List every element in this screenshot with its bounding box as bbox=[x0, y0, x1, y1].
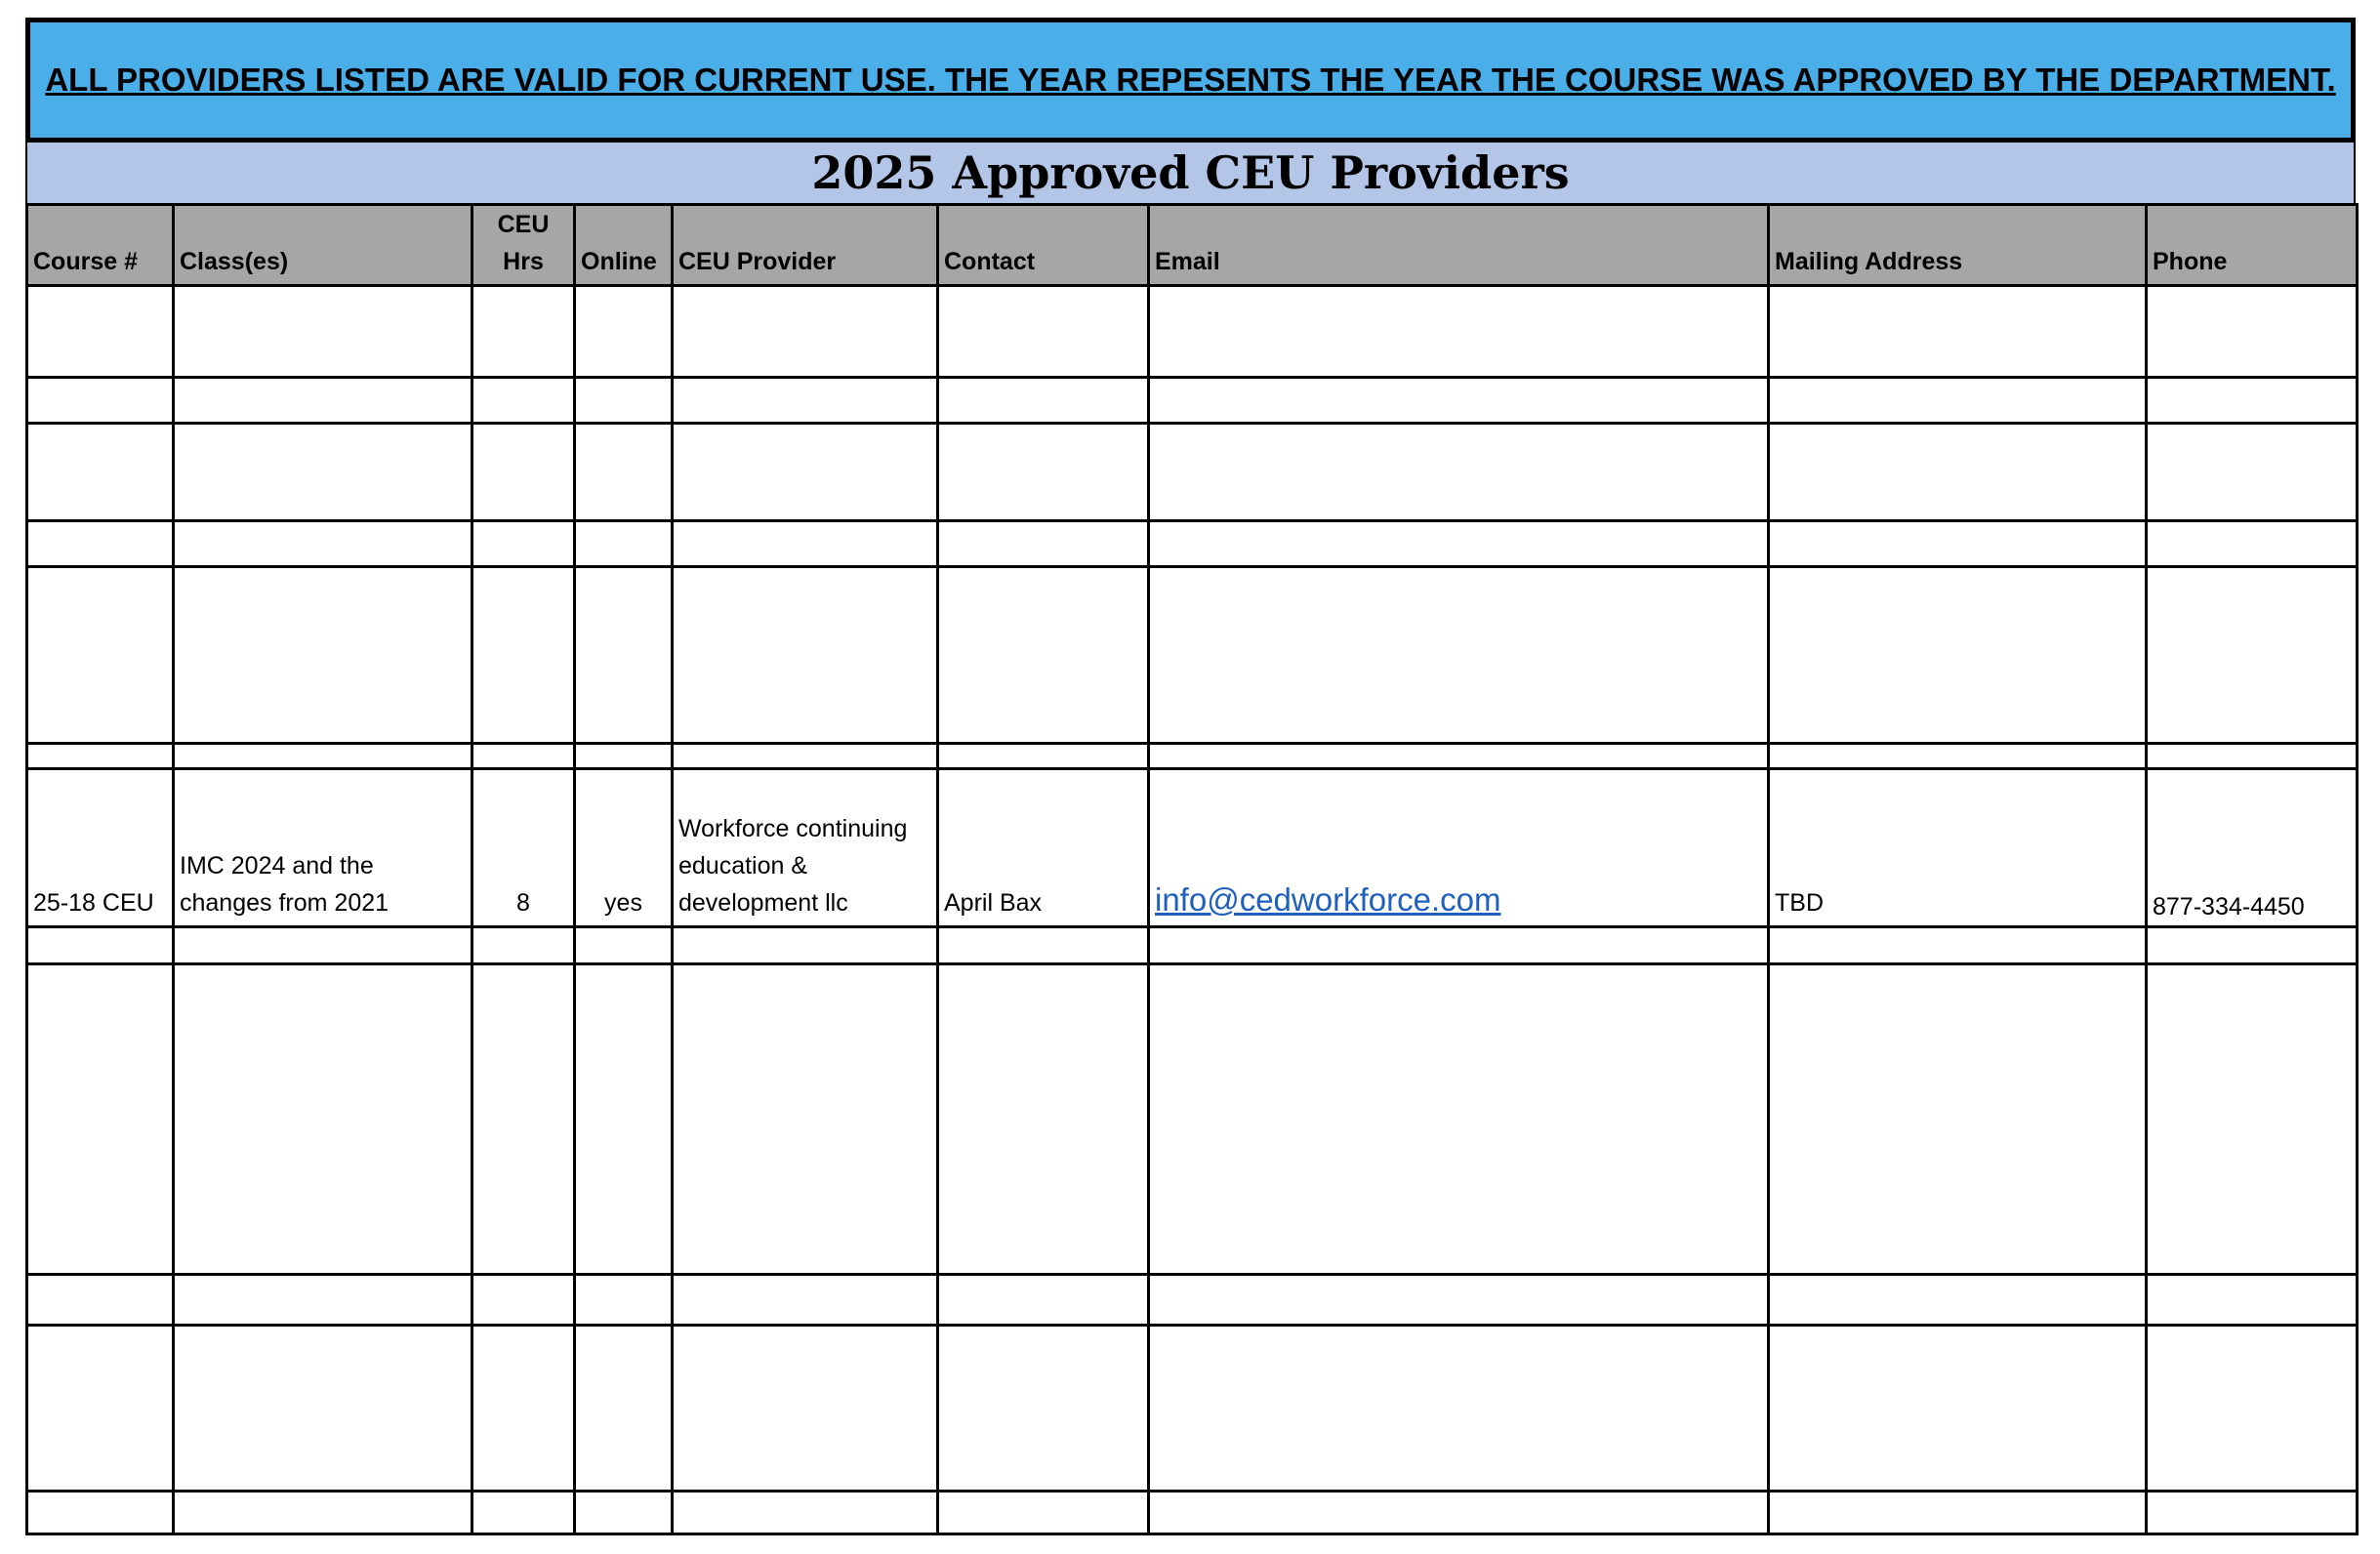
entry-classes bbox=[174, 769, 472, 927]
notice-text: ALL PROVIDERS LISTED ARE VALID FOR CURRENT USE. THE YEAR REPESENTS THE YEAR THE COURSE WAS APPROVED BY THE DEPARTMENT. bbox=[45, 61, 2336, 98]
entry-email-link[interactable]: info@cedworkforce.com bbox=[1155, 881, 1501, 918]
table-row bbox=[27, 378, 2358, 424]
col-online: Online bbox=[575, 205, 673, 286]
col-provider: CEU Provider bbox=[673, 205, 938, 286]
notice-banner bbox=[25, 18, 2356, 143]
page-title-bar bbox=[25, 143, 2356, 203]
entry-address: TBD bbox=[1769, 769, 2147, 927]
col-address: Mailing Address bbox=[1769, 205, 2147, 286]
entry-phone: 877-334-4450 bbox=[2147, 769, 2358, 927]
page-title: 2025 Approved CEU Providers bbox=[811, 146, 1570, 199]
table-row bbox=[27, 964, 2358, 1275]
entry-online: yes bbox=[575, 769, 673, 927]
col-contact: Contact bbox=[938, 205, 1149, 286]
table-row-entry bbox=[27, 769, 2358, 927]
entry-contact: April Bax bbox=[938, 769, 1149, 927]
table-row bbox=[27, 286, 2358, 378]
entry-classes-line1: IMC 2024 and the bbox=[180, 852, 374, 879]
entry-provider-line2: education & bbox=[678, 852, 808, 879]
table-row bbox=[27, 927, 2358, 964]
col-ceu-hrs-line1: CEU bbox=[497, 211, 550, 238]
table-row bbox=[27, 1275, 2358, 1326]
col-classes: Class(es) bbox=[174, 205, 472, 286]
col-phone: Phone bbox=[2147, 205, 2358, 286]
col-course: Course # bbox=[27, 205, 174, 286]
table-row bbox=[27, 1492, 2358, 1534]
table-row bbox=[27, 567, 2358, 744]
table-row bbox=[27, 521, 2358, 567]
col-email: Email bbox=[1149, 205, 1769, 286]
table-row bbox=[27, 424, 2358, 521]
col-ceu-hrs-line2: Hrs bbox=[503, 248, 544, 275]
entry-ceu-hrs: 8 bbox=[472, 769, 575, 927]
header-row bbox=[27, 205, 2358, 286]
entry-provider bbox=[673, 769, 938, 927]
entry-classes-line2: changes from 2021 bbox=[180, 889, 390, 917]
table-row bbox=[27, 744, 2358, 769]
entry-provider-line1: Workforce continuing bbox=[678, 815, 908, 842]
table-row bbox=[27, 1326, 2358, 1492]
entry-course: 25-18 CEU bbox=[27, 769, 174, 927]
entry-email-cell bbox=[1149, 769, 1769, 927]
providers-table bbox=[25, 203, 2359, 1535]
entry-provider-line3: development llc bbox=[678, 889, 848, 917]
ceu-provider-sheet bbox=[25, 18, 2356, 1535]
col-ceu-hrs bbox=[472, 205, 575, 286]
